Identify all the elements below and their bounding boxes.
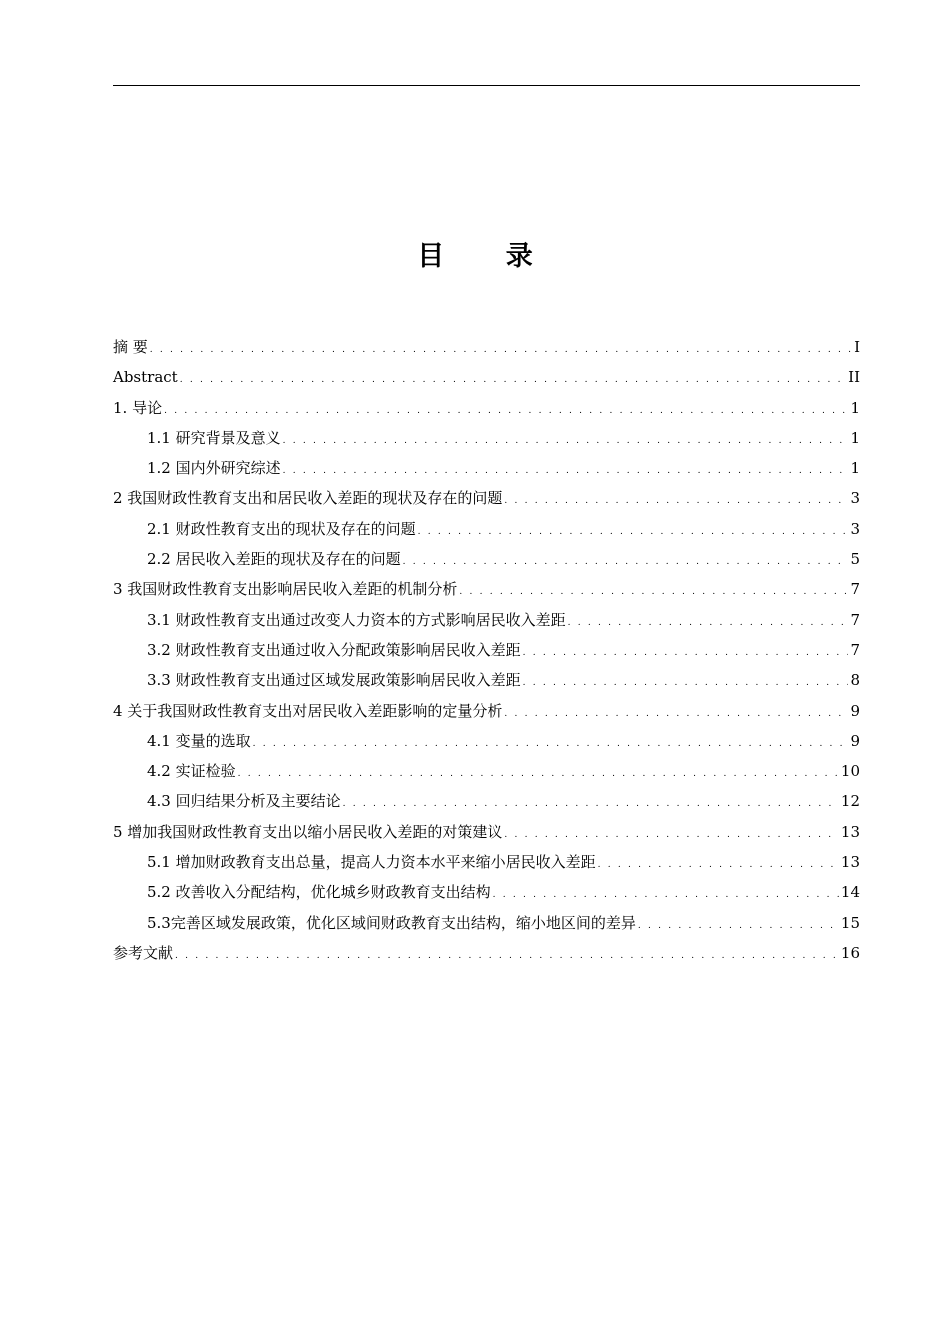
dot-leader: [150, 332, 852, 365]
dot-leader: [504, 696, 848, 729]
toc-entry-page: 10: [840, 762, 860, 781]
dot-leader: [523, 665, 849, 698]
dot-leader: [638, 908, 839, 941]
dot-leader: [164, 393, 848, 426]
dot-leader: [283, 453, 849, 486]
dot-leader: [493, 877, 839, 910]
toc-entry-page: II: [848, 368, 860, 387]
toc-entry-page: 12: [840, 792, 860, 811]
toc-entry-page: 13: [840, 853, 860, 872]
toc-entry-page: 7: [850, 580, 860, 599]
toc-entry-label: 5.3完善区域发展政策，优化区域间财政教育支出结构，缩小地区间的差异: [147, 913, 636, 932]
table-of-contents: [113, 332, 860, 968]
dot-leader: [504, 817, 839, 850]
toc-entry-label: Abstract: [113, 368, 178, 387]
toc-entry-label: 4 关于我国财政性教育支出对居民收入差距影响的定量分析: [113, 701, 503, 720]
toc-entry-label: 3.3 财政性教育支出通过区域发展政策影响居民收入差距: [147, 671, 521, 690]
toc-entry[interactable]: [113, 605, 860, 635]
toc-entry-label: 3.1 财政性教育支出通过改变人力资本的方式影响居民收入差距: [147, 610, 566, 629]
toc-entry-page: 7: [850, 610, 860, 629]
toc-entry-page: 9: [850, 701, 860, 720]
toc-entry-page: 3: [850, 489, 860, 508]
dot-leader: [568, 605, 849, 638]
toc-entry-label: 2.2 居民收入差距的现状及存在的问题: [147, 550, 401, 569]
toc-entry-label: 1. 导论: [113, 398, 163, 417]
toc-entry-page: I: [854, 338, 860, 356]
dot-leader: [343, 786, 839, 819]
dot-leader: [403, 544, 849, 577]
toc-entry[interactable]: [113, 635, 860, 665]
toc-entry[interactable]: [113, 726, 860, 756]
toc-entry-label: 3 我国财政性教育支出影响居民收入差距的机制分析: [113, 580, 458, 599]
toc-entry-page: 8: [850, 671, 860, 690]
toc-entry[interactable]: [113, 877, 860, 907]
toc-entry[interactable]: [113, 756, 860, 786]
toc-entry-label: 摘 要: [113, 338, 148, 356]
toc-entry-page: 1: [850, 428, 860, 447]
toc-entry-label: 参考文献: [113, 943, 174, 962]
dot-leader: [418, 514, 849, 547]
toc-entry-label: 5.1 增加财政教育支出总量，提高人力资本水平来缩小居民收入差距: [147, 853, 596, 872]
toc-entry[interactable]: [113, 453, 860, 483]
toc-entry[interactable]: [113, 847, 860, 877]
toc-entry-label: 2 我国财政性教育支出和居民收入差距的现状及存在的问题: [113, 489, 503, 508]
toc-entry-page: 7: [850, 640, 860, 659]
toc-entry[interactable]: [113, 423, 860, 453]
dot-leader: [283, 423, 849, 456]
dot-leader: [253, 726, 849, 759]
toc-entry[interactable]: [113, 665, 860, 695]
dot-leader: [504, 483, 848, 516]
toc-entry-page: 1: [850, 398, 860, 417]
toc-entry[interactable]: [113, 938, 860, 968]
dot-leader: [238, 756, 839, 789]
toc-entry-label: 3.2 财政性教育支出通过收入分配政策影响居民收入差距: [147, 640, 521, 659]
toc-title: 目 录: [417, 241, 559, 272]
dot-leader: [523, 635, 849, 668]
toc-entry-page: 3: [850, 519, 860, 538]
toc-entry-page: 5: [850, 550, 860, 569]
toc-entry-label: 2.1 财政性教育支出的现状及存在的问题: [147, 519, 416, 538]
toc-entry-page: 15: [840, 913, 860, 932]
toc-entry[interactable]: [113, 483, 860, 513]
toc-entry[interactable]: [113, 332, 860, 362]
toc-entry-label: 4.1 变量的选取: [147, 731, 251, 750]
toc-entry[interactable]: [113, 362, 860, 392]
toc-entry-page: 1: [850, 459, 860, 478]
toc-entry-page: 14: [840, 883, 860, 902]
toc-entry-label: 4.2 实证检验: [147, 762, 236, 781]
dot-leader: [459, 574, 848, 607]
toc-entry-label: 5.2 改善收入分配结构，优化城乡财政教育支出结构: [147, 883, 491, 902]
dot-leader: [180, 362, 846, 395]
toc-entry-page: 9: [850, 731, 860, 750]
dot-leader: [598, 847, 839, 880]
toc-entry[interactable]: [113, 696, 860, 726]
dot-leader: [175, 938, 839, 971]
toc-entry-label: 1.2 国内外研究综述: [147, 459, 281, 478]
header-rule: [113, 85, 860, 86]
toc-entry[interactable]: [113, 544, 860, 574]
toc-entry[interactable]: [113, 514, 860, 544]
toc-entry[interactable]: [113, 393, 860, 423]
toc-entry[interactable]: [113, 817, 860, 847]
toc-entry[interactable]: [113, 786, 860, 816]
toc-entry-label: 5 增加我国财政性教育支出以缩小居民收入差距的对策建议: [113, 822, 503, 841]
toc-entry-page: 13: [840, 822, 860, 841]
toc-entry-label: 4.3 回归结果分析及主要结论: [147, 792, 341, 811]
toc-entry[interactable]: [113, 908, 860, 938]
toc-entry-label: 1.1 研究背景及意义: [147, 428, 281, 447]
toc-entry-page: 16: [840, 943, 860, 962]
toc-entry[interactable]: [113, 574, 860, 604]
